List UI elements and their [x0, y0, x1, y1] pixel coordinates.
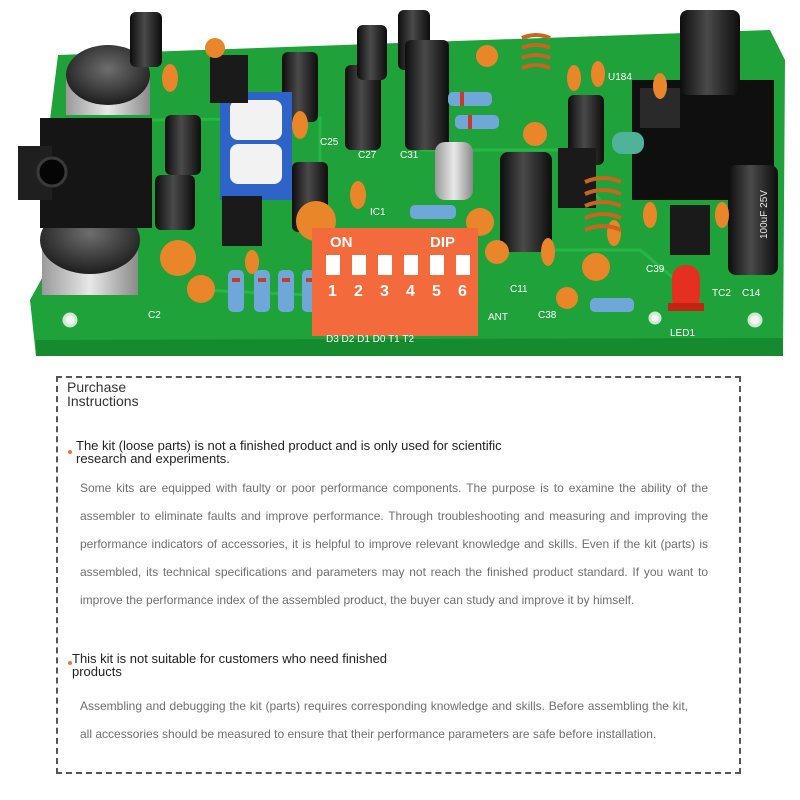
choke [612, 132, 644, 154]
notice-title: Purchase Instructions [67, 379, 139, 409]
label-cap-100uf: 100uF 25V [759, 190, 770, 239]
label-c2: C2 [148, 310, 161, 321]
label-tc2: TC2 [712, 288, 731, 299]
label-c27: C27 [358, 150, 377, 161]
bullet-dot [68, 450, 72, 454]
section1-heading: The kit (loose parts) is not a finished product and is only used for scientific research and experiments. [76, 438, 502, 466]
label-c31: C31 [400, 150, 419, 161]
label-ant: ANT [488, 312, 508, 323]
label-c11: C11 [510, 284, 528, 295]
label-c25: C25 [320, 137, 339, 148]
mounting-hole [749, 314, 761, 326]
label-led1: LED1 [670, 328, 696, 339]
label-u184: U184 [608, 72, 632, 83]
dip-label-on: ON [330, 234, 353, 251]
dip-number: 3 [380, 283, 389, 300]
label-c38: C38 [538, 310, 557, 321]
pcb-kit-photo [0, 0, 800, 372]
purchase-instructions-box [56, 376, 741, 774]
mounting-hole [64, 314, 76, 326]
crystal [435, 142, 473, 200]
section2-body: Assembling and debugging the kit (parts) requires corresponding knowledge and skills. Before assembling the kit, all accessories should be measured to ensure that their performance parameters are safe before installation. [80, 699, 688, 741]
dip-number: 6 [458, 283, 467, 300]
section1-body: Some kits are equipped with faulty or poor performance components. The purpose is to examine the ability of the assembler to eliminate faults and improve performance. Through troubleshooting and measuring and improving the performance indicators of accessories, it is helpful to improve relevant knowledge and skills. Even if the kit (parts) is assembled, its technical specifications and parameters may not reach the finished product standard. If you want to improve the performance index of the assembled product, the buyer can study and improve it by himself. [80, 481, 708, 607]
dip-number: 2 [354, 283, 363, 300]
dip-label-dip: DIP [430, 234, 456, 251]
blue-trimmer [220, 92, 292, 200]
dip-number: 1 [328, 283, 337, 300]
dip-bottom-label: D3 D2 D1 D0 T1 T2 [326, 334, 415, 345]
label-c14: C14 [742, 288, 761, 299]
label-c39: C39 [646, 264, 665, 275]
label-ic1: IC1 [370, 207, 386, 218]
section2-heading: This kit is not suitable for customers who need finished products [72, 651, 388, 679]
dip-switch [312, 228, 478, 336]
audio-jack [18, 118, 152, 228]
dip-number: 5 [432, 283, 441, 300]
mounting-hole [650, 313, 660, 323]
dip-number: 4 [406, 283, 415, 300]
